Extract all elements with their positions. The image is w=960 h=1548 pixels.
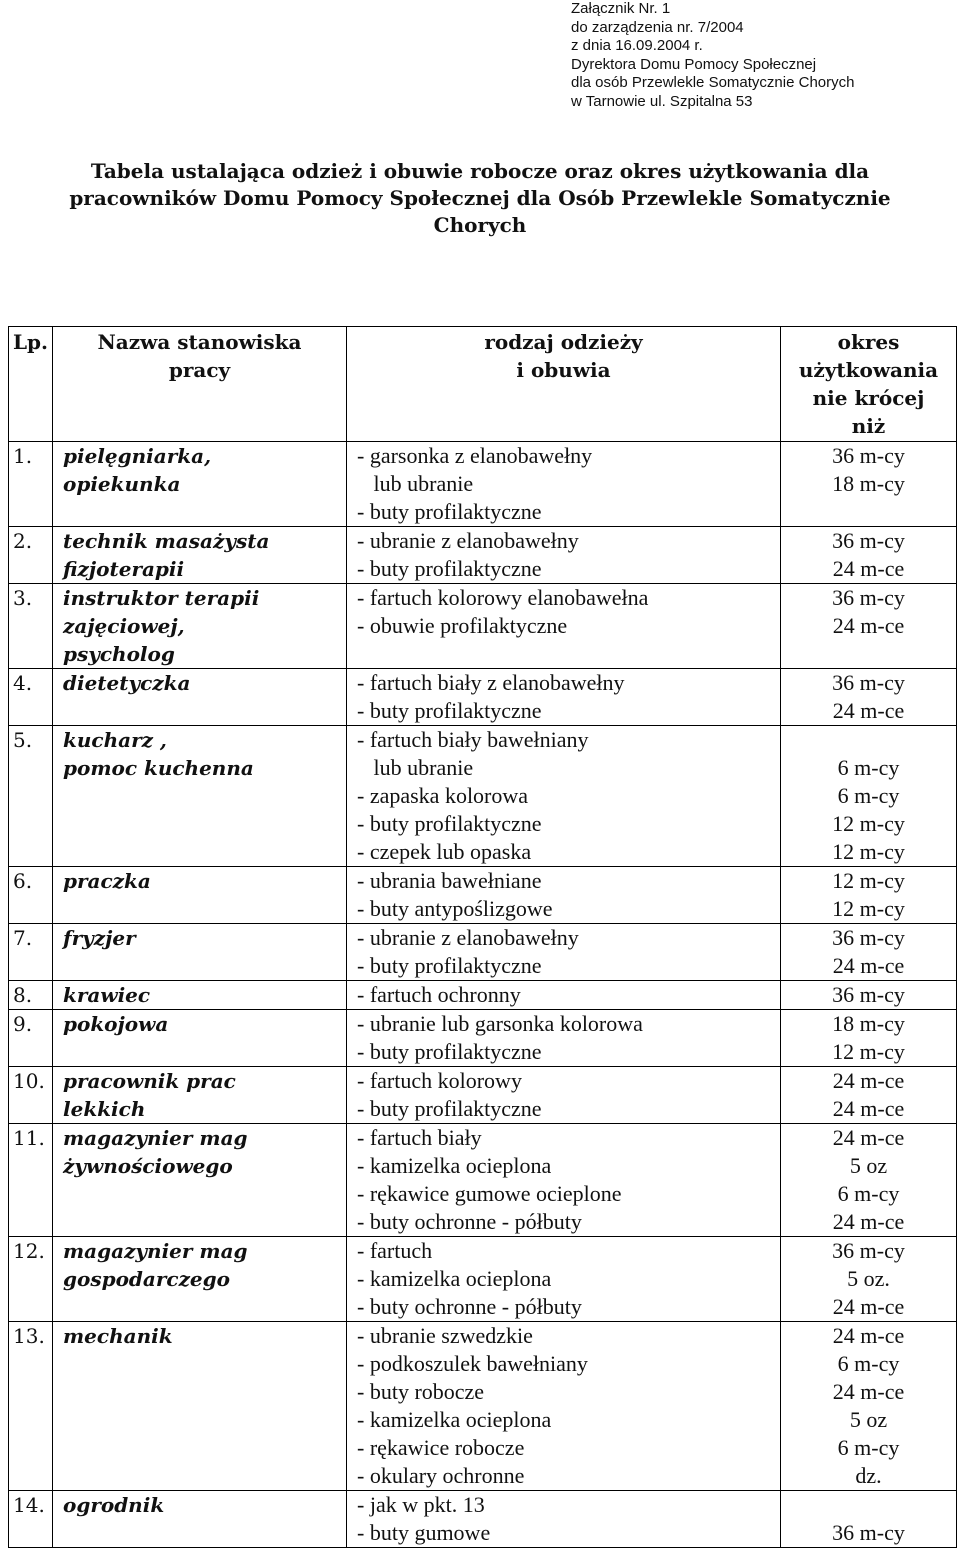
title-line: pracowników Domu Pomocy Społecznej dla Osób Przewlekle Somatycznie: [69, 186, 891, 210]
usage-period: 24 m-ce: [832, 1125, 905, 1150]
usage-period-cell: [781, 669, 957, 726]
clothing-item: - fartuch kolorowy: [357, 1068, 522, 1093]
job-title-cell: [53, 924, 347, 981]
job-title-line: zajęciowej,: [63, 614, 185, 638]
row-number: 9.: [9, 1010, 53, 1067]
job-title-cell: [53, 1010, 347, 1067]
header-line: nie krócej: [812, 386, 925, 410]
table-row: [9, 867, 957, 924]
header-line: i obuwia: [516, 358, 611, 382]
table-row: [9, 584, 957, 669]
usage-period: 12 m-cy: [832, 839, 905, 864]
row-number: 13.: [9, 1322, 53, 1491]
usage-period: 36 m-cy: [832, 982, 905, 1007]
usage-period-cell: [781, 867, 957, 924]
job-title-line: opiekunka: [63, 472, 181, 496]
clothing-item: - buty profilaktyczne: [357, 499, 542, 524]
usage-period-cell: [781, 1237, 957, 1322]
table-header-row: [9, 327, 957, 442]
job-title-cell: [53, 867, 347, 924]
usage-period-cell: [781, 981, 957, 1010]
job-title-line: żywnościowego: [63, 1154, 233, 1178]
clothing-item: - fartuch ochronny: [357, 982, 521, 1007]
usage-period: 12 m-cy: [832, 868, 905, 893]
job-title-line: [63, 782, 346, 810]
header-line: okres: [837, 330, 900, 354]
job-title-line: pielęgniarka,: [63, 444, 212, 468]
clothing-items-cell: [347, 669, 781, 726]
job-title-line: [63, 1462, 346, 1490]
job-title-line: [63, 1406, 346, 1434]
usage-period: 24 m-ce: [832, 698, 905, 723]
row-number: 8.: [9, 981, 53, 1010]
clothing-items-cell: [347, 1124, 781, 1237]
job-title-line: dietetyczka: [63, 671, 191, 695]
job-title-line: kucharz ,: [63, 728, 167, 752]
clothing-item: [357, 640, 780, 668]
usage-period: 24 m-ce: [832, 1323, 905, 1348]
usage-period-cell: [781, 1322, 957, 1491]
table-row: [9, 1010, 957, 1067]
clothing-item: - ubranie lub garsonka kolorowa: [357, 1011, 643, 1036]
row-number: 2.: [9, 527, 53, 584]
usage-period: [781, 640, 956, 668]
table-body: [9, 442, 957, 1548]
clothing-item: - buty profilaktyczne: [357, 698, 542, 723]
annex-note: [571, 0, 854, 111]
clothing-item: - fartuch biały bawełniany: [357, 727, 589, 752]
clothing-item: - rękawice robocze: [357, 1435, 525, 1460]
job-title-line: lekkich: [63, 1097, 146, 1121]
clothing-item: - ubrania bawełniane: [357, 868, 542, 893]
job-title-line: psycholog: [63, 642, 175, 666]
row-number: 6.: [9, 867, 53, 924]
usage-period: 36 m-cy: [832, 585, 905, 610]
row-number: 7.: [9, 924, 53, 981]
job-title-line: fizjoterapii: [63, 557, 185, 581]
title-line: Tabela ustalająca odzież i obuwie robocze oraz okres użytkowania dla: [90, 159, 870, 183]
table-row: [9, 924, 957, 981]
job-title-cell: [53, 1237, 347, 1322]
table-row: [9, 442, 957, 527]
header-line: Nazwa stanowiska: [97, 330, 302, 354]
usage-period-cell: [781, 584, 957, 669]
table-row: [9, 1237, 957, 1322]
table-row: [9, 527, 957, 584]
usage-period: 24 m-ce: [832, 1379, 905, 1404]
job-title-line: ogrodnik: [63, 1493, 165, 1517]
job-title-line: [63, 895, 346, 923]
clothing-item: - ubranie z elanobawełny: [357, 925, 579, 950]
clothing-items-cell: [347, 867, 781, 924]
annex-line: Załącznik Nr. 1: [571, 0, 671, 17]
header-line: niż: [851, 414, 886, 438]
usage-period-cell: [781, 1124, 957, 1237]
usage-period-cell: [781, 527, 957, 584]
usage-period: 36 m-cy: [832, 528, 905, 553]
table-row: [9, 981, 957, 1010]
usage-period: 36 m-cy: [832, 1238, 905, 1263]
job-title-line: [63, 1208, 346, 1236]
job-title-cell: [53, 1067, 347, 1124]
row-number: 12.: [9, 1237, 53, 1322]
clothing-items-cell: [347, 924, 781, 981]
clothing-item: lub ubranie: [357, 755, 474, 780]
clothing-item: - buty profilaktyczne: [357, 1096, 542, 1121]
job-title-line: instruktor terapii: [63, 586, 260, 610]
annex-line: dla osób Przewlekle Somatycznie Chorych: [571, 74, 855, 91]
clothing-item: - ubranie szwedzkie: [357, 1323, 533, 1348]
clothing-item: - garsonka z elanobawełny: [357, 443, 593, 468]
job-title-cell: [53, 669, 347, 726]
clothing-item: - fartuch biały z elanobawełny: [357, 670, 625, 695]
usage-period: 36 m-cy: [832, 670, 905, 695]
job-title-cell: [53, 1491, 347, 1548]
usage-period-cell: [781, 442, 957, 527]
clothing-items-cell: [347, 1067, 781, 1124]
header-line: rodzaj odzieży: [484, 330, 643, 354]
header-period: [781, 327, 957, 442]
clothing-item: - fartuch: [357, 1238, 433, 1263]
clothing-table: [8, 326, 957, 1548]
job-title-line: [63, 1293, 346, 1321]
row-number: 14.: [9, 1491, 53, 1548]
job-title-line: [63, 952, 346, 980]
job-title-line: krawiec: [63, 983, 151, 1007]
job-title-line: pomoc kuchenna: [63, 756, 254, 780]
job-title-line: mechanik: [63, 1324, 173, 1348]
usage-period: [781, 1491, 956, 1519]
table-row: [9, 1491, 957, 1548]
job-title-cell: [53, 1322, 347, 1491]
usage-period: 5 oz.: [847, 1266, 890, 1291]
clothing-items-cell: [347, 1322, 781, 1491]
usage-period: 24 m-ce: [832, 613, 905, 638]
usage-period: 36 m-cy: [832, 443, 905, 468]
job-title-line: [63, 1038, 346, 1066]
usage-period: 6 m-cy: [837, 755, 900, 780]
job-title-line: [63, 838, 346, 866]
usage-period: 18 m-cy: [832, 1011, 905, 1036]
row-number: 3.: [9, 584, 53, 669]
clothing-item: - kamizelka ocieplona: [357, 1266, 552, 1291]
usage-period: 6 m-cy: [837, 1351, 900, 1376]
usage-period: 36 m-cy: [832, 925, 905, 950]
job-title-line: [63, 1378, 346, 1406]
table-row: [9, 1124, 957, 1237]
clothing-items-cell: [347, 1491, 781, 1548]
job-title-line: [63, 1519, 346, 1547]
clothing-items-cell: [347, 981, 781, 1010]
clothing-item: - buty robocze: [357, 1379, 485, 1404]
clothing-items-cell: [347, 1010, 781, 1067]
clothing-item: - rękawice gumowe ocieplone: [357, 1181, 622, 1206]
annex-line: Dyrektora Domu Pomocy Społecznej: [571, 55, 817, 73]
annex-line: w Tarnowie ul. Szpitalna 53: [571, 92, 753, 110]
job-title-line: [63, 1350, 346, 1378]
job-title-line: praczka: [63, 869, 151, 893]
usage-period: 12 m-cy: [832, 1039, 905, 1064]
clothing-items-cell: [347, 442, 781, 527]
clothing-item: lub ubranie: [357, 471, 474, 496]
row-number: 10.: [9, 1067, 53, 1124]
job-title-line: technik masażysta: [63, 529, 270, 553]
clothing-item: - okulary ochronne: [357, 1463, 525, 1488]
clothing-item: - fartuch biały: [357, 1125, 482, 1150]
job-title-cell: [53, 584, 347, 669]
job-title-line: magazynier mag: [63, 1126, 248, 1150]
clothing-item: - kamizelka ocieplona: [357, 1407, 552, 1432]
clothing-item: - kamizelka ocieplona: [357, 1153, 552, 1178]
job-title-line: [63, 810, 346, 838]
usage-period-cell: [781, 1491, 957, 1548]
clothing-item: - buty profilaktyczne: [357, 556, 542, 581]
usage-period: 6 m-cy: [837, 783, 900, 808]
job-title-line: magazynier mag: [63, 1239, 248, 1263]
usage-period-cell: [781, 726, 957, 867]
clothing-item: - fartuch kolorowy elanobawełna: [357, 585, 649, 610]
clothing-item: - podkoszulek bawełniany: [357, 1351, 588, 1376]
usage-period: 6 m-cy: [837, 1435, 900, 1460]
header-name: [53, 327, 347, 442]
table-row: [9, 669, 957, 726]
job-title-line: pracownik prac: [63, 1069, 236, 1093]
table-row: [9, 1322, 957, 1491]
row-number: 11.: [9, 1124, 53, 1237]
job-title-cell: [53, 442, 347, 527]
clothing-item: - buty ochronne - półbuty: [357, 1294, 582, 1319]
usage-period: dz.: [855, 1463, 882, 1488]
usage-period: 24 m-ce: [832, 953, 905, 978]
clothing-item: - buty ochronne - półbuty: [357, 1209, 582, 1234]
annex-line: do zarządzenia nr. 7/2004: [571, 18, 744, 36]
usage-period: [781, 498, 956, 526]
job-title-cell: [53, 981, 347, 1010]
title-line: Chorych: [433, 213, 527, 237]
job-title-line: pokojowa: [63, 1012, 169, 1036]
clothing-item: - obuwie profilaktyczne: [357, 613, 568, 638]
row-number: 4.: [9, 669, 53, 726]
usage-period: 12 m-cy: [832, 896, 905, 921]
usage-period: 24 m-ce: [832, 1294, 905, 1319]
usage-period-cell: [781, 924, 957, 981]
usage-period: 6 m-cy: [837, 1181, 900, 1206]
job-title-cell: [53, 1124, 347, 1237]
table-row: [9, 1067, 957, 1124]
usage-period: 12 m-cy: [832, 811, 905, 836]
usage-period: 24 m-ce: [832, 1068, 905, 1093]
header-lp: Lp.: [9, 327, 53, 442]
job-title-cell: [53, 726, 347, 867]
row-number: 1.: [9, 442, 53, 527]
clothing-item: - buty profilaktyczne: [357, 811, 542, 836]
header-line: użytkowania: [798, 358, 939, 382]
usage-period-cell: [781, 1010, 957, 1067]
usage-period: 5 oz: [849, 1153, 888, 1178]
clothing-item: - buty profilaktyczne: [357, 953, 542, 978]
usage-period: 24 m-ce: [832, 1096, 905, 1121]
job-title-line: [63, 1434, 346, 1462]
usage-period: 18 m-cy: [832, 471, 905, 496]
row-number: 5.: [9, 726, 53, 867]
clothing-items-cell: [347, 584, 781, 669]
clothing-item: - buty antypoślizgowe: [357, 896, 553, 921]
clothing-items-cell: [347, 726, 781, 867]
clothing-item: - jak w pkt. 13: [357, 1492, 485, 1517]
document-title: [0, 158, 960, 239]
clothing-item: - buty gumowe: [357, 1520, 491, 1545]
clothing-item: - buty profilaktyczne: [357, 1039, 542, 1064]
job-title-line: [63, 1180, 346, 1208]
job-title-line: gospodarczego: [63, 1267, 230, 1291]
usage-period: 24 m-ce: [832, 1209, 905, 1234]
usage-period-cell: [781, 1067, 957, 1124]
usage-period: 5 oz: [849, 1407, 888, 1432]
header-line: pracy: [168, 358, 231, 382]
clothing-item: - czepek lub opaska: [357, 839, 532, 864]
clothing-item: - ubranie z elanobawełny: [357, 528, 579, 553]
table-row: [9, 726, 957, 867]
header-items: [347, 327, 781, 442]
clothing-items-cell: [347, 1237, 781, 1322]
usage-period: 24 m-ce: [832, 556, 905, 581]
clothing-item: - zapaska kolorowa: [357, 783, 529, 808]
job-title-cell: [53, 527, 347, 584]
usage-period: [781, 726, 956, 754]
job-title-line: fryzjer: [63, 926, 136, 950]
clothing-items-cell: [347, 527, 781, 584]
annex-line: z dnia 16.09.2004 r.: [571, 37, 703, 54]
usage-period: 36 m-cy: [832, 1520, 905, 1545]
job-title-line: [63, 697, 346, 725]
